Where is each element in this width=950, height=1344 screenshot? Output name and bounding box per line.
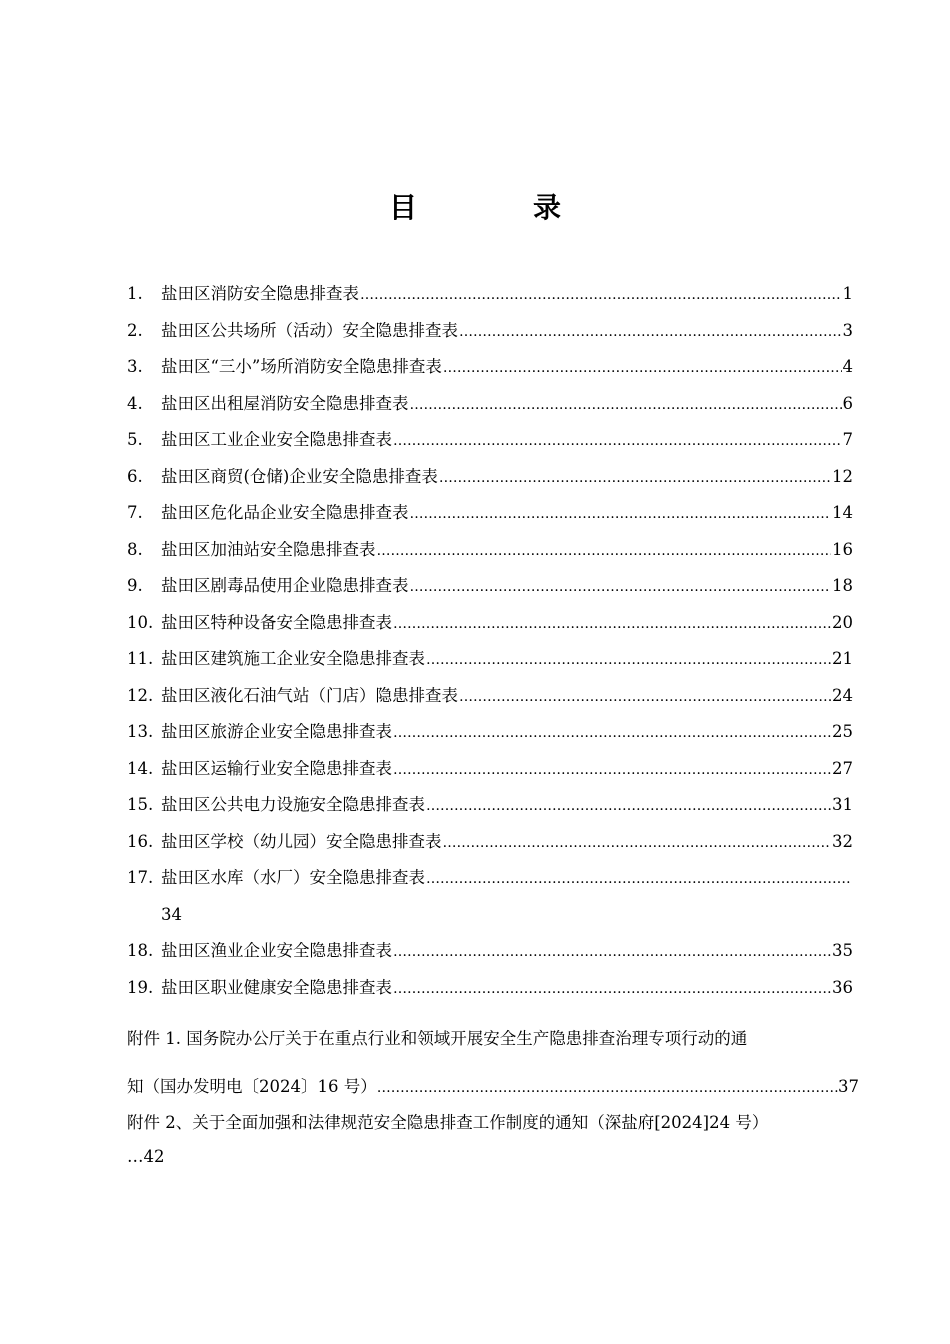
toc-entry[interactable] [127,933,853,970]
toc-entry[interactable] [127,276,853,313]
toc-leader-dots [439,460,831,497]
attachment-entry[interactable] [127,1106,859,1174]
toc-entry[interactable] [127,714,853,751]
toc-entry-page: 32 [832,831,853,851]
toc-entry-number: 4. [127,393,143,413]
toc-leader-dots [393,423,842,460]
toc-entry[interactable] [127,678,853,715]
toc-entry-title: 盐田区工业企业安全隐患排查表 [161,430,392,449]
toc-leader-dots [443,350,842,387]
toc-entry-page: 14 [832,503,853,522]
toc-entry-number: 17. [127,868,154,887]
toc-entry-title: 盐田区剧毒品使用企业隐患排查表 [161,576,409,595]
toc-entry-number: 5. [127,430,143,449]
page-title: 目 录 [388,191,605,224]
toc-entry-title: 盐田区旅游企业安全隐患排查表 [161,722,392,741]
toc-entry-number: 19. [127,977,154,997]
toc-entry[interactable] [127,459,853,496]
attachment-title: 附件 1. 国务院办公厅关于在重点行业和领域开展安全生产隐患排查治理专项行动的通 [127,1029,748,1048]
toc-entry[interactable] [127,568,853,605]
toc-leader-dots [410,387,842,424]
toc-leader-dots [393,752,831,789]
toc-entry-number: 10. [127,612,154,632]
toc-entry-title: 盐田区公共电力设施安全隐患排查表 [161,795,425,814]
toc-entry[interactable] [127,313,853,350]
toc-entry[interactable] [127,605,853,642]
toc-leader-dots [410,569,832,606]
toc-entry-page-wrapped: 34 [161,904,182,924]
toc-leader-dots [459,314,842,351]
toc-leader-dots [360,277,842,314]
toc-entry-title: 盐田区消防安全隐患排查表 [161,284,359,303]
toc-entry-title: 盐田区建筑施工企业安全隐患排查表 [161,649,425,668]
toc-leader-dots [393,971,831,1008]
attachment-entry[interactable] [127,1022,859,1104]
toc-entry-number: 13. [127,722,154,741]
toc-entry-title: 盐田区加油站安全隐患排查表 [161,539,376,559]
toc-entry-number: 8. [127,539,143,559]
toc-entry-number: 11. [127,649,154,668]
toc-entry-page: 31 [832,795,853,814]
toc-entry-number: 16. [127,831,154,851]
toc-leader-dots [443,825,832,862]
attachment-page: 37 [838,1077,859,1096]
toc-entry[interactable] [127,787,853,824]
toc-entry-title: 盐田区出租屋消防安全隐患排查表 [161,393,409,413]
toc-entry-page: 12 [832,466,853,486]
toc-leader-dots [377,1071,838,1105]
toc-entry-title: 盐田区公共场所（活动）安全隐患排查表 [161,320,458,340]
attachment-title-cont: 知（国办发明电〔2024〕16 号） [127,1077,377,1096]
toc-entry-page: 18 [832,576,853,595]
toc-entry[interactable] [127,970,853,1007]
toc-leader-dots [393,934,831,971]
toc-leader-dots [426,861,852,898]
toc-entry-page: 7 [842,430,853,449]
toc-leader-dots [393,715,831,752]
toc-entry-title: 盐田区商贸(仓储)企业安全隐患排查表 [161,466,438,486]
toc-leader-dots [459,679,831,716]
toc-entry-number: 14. [127,758,154,778]
toc-entry-title: 盐田区危化品企业安全隐患排查表 [161,503,409,522]
toc-entry[interactable] [127,641,853,678]
toc-leader-dots [426,788,831,825]
toc-entry[interactable] [127,751,853,788]
toc-entry-page: 27 [832,758,853,778]
toc-entry-title: 盐田区“三小”场所消防安全隐患排查表 [161,357,442,376]
toc-entry-page: 3 [842,320,853,340]
toc-entry-page: 25 [832,722,853,741]
toc-entry[interactable] [127,824,853,861]
toc-entry-title: 盐田区水库（水厂）安全隐患排查表 [161,868,425,887]
toc-entry-number: 6. [127,466,143,486]
toc-leader-dots [426,642,831,679]
toc-entry-title: 盐田区运输行业安全隐患排查表 [161,758,392,778]
toc-entry-title: 盐田区渔业企业安全隐患排查表 [161,941,392,960]
toc-entry-number: 15. [127,795,154,814]
attachment-title: 附件 2、关于全面加强和法律规范安全隐患排查工作制度的通知（深盐府[2024]24 号） [127,1113,769,1132]
toc-entry[interactable] [127,532,853,569]
toc-entry-page: 36 [832,977,853,997]
toc-entry[interactable] [127,349,853,386]
attachment-continuation [127,1070,859,1104]
toc-leader-dots [410,496,832,533]
toc-entry-title: 盐田区学校（幼儿园）安全隐患排查表 [161,831,442,851]
toc-entry-title: 盐田区液化石油气站（门店）隐患排查表 [161,685,458,705]
toc-leader-dots [377,533,832,570]
toc-entry-page: 4 [842,357,853,376]
toc-entry-number: 1. [127,284,143,303]
toc-entry-page: 6 [842,393,853,413]
toc-entry-title: 盐田区职业健康安全隐患排查表 [161,977,392,997]
attachment-page: …42 [127,1147,165,1166]
toc-leader-dots [393,606,831,643]
toc-entry[interactable] [127,386,853,423]
toc-entry-page: 20 [832,612,853,632]
toc-entry-number: 7. [127,503,143,522]
toc-entry-page: 35 [832,941,853,960]
toc-entry-number: 3. [127,357,143,376]
toc-entry[interactable] [127,422,853,459]
toc-entry-page: 16 [832,539,853,559]
toc-entry-number: 9. [127,576,143,595]
toc-entry-title: 盐田区特种设备安全隐患排查表 [161,612,392,632]
toc-entry-number: 12. [127,685,154,705]
toc-entry-page: 21 [832,649,853,668]
toc-entry[interactable] [127,495,853,532]
toc-entry-page: 1 [842,284,853,303]
toc-list [127,276,853,1006]
toc-entry[interactable] [127,860,853,897]
toc-entry-number: 2. [127,320,143,340]
toc-entry-page: 24 [832,685,853,705]
toc-entry-number: 18. [127,941,154,960]
